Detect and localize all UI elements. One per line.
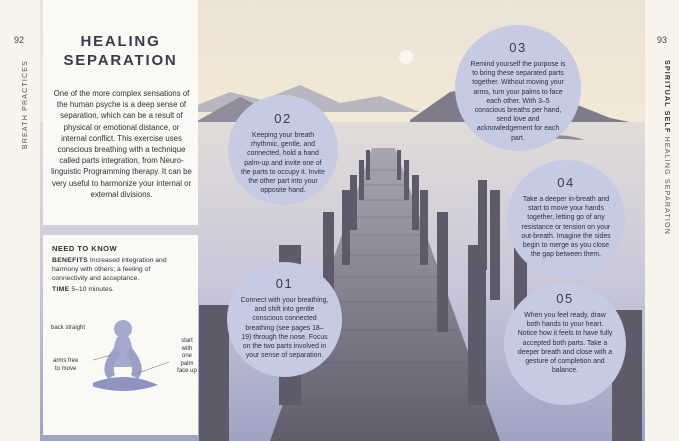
running-head-title: HEALING SEPARATION xyxy=(663,136,670,235)
page-title xyxy=(43,32,198,70)
left-margin xyxy=(0,0,40,441)
step-02-number: 02 xyxy=(274,111,292,126)
intro-text: One of the more complex sensations of the human psyche is a deep sense of separation, which can be a result of physical or emotional distance, or internal conflict. This exercise uses conscious breathing with a technique called parts integration, from Neuro-linguistic Programming therapy. It can be very useful to harmonize your internal or external divisions. xyxy=(51,89,192,199)
step-03-text: Remind yourself the purpose is to bring these separated parts together. Without moving your arms, turn your palms to face each other. With 3–5 conscious breaths per hand, send love and acknowledgement for each part. xyxy=(470,61,566,142)
running-head-section: SPIRITUAL SELF xyxy=(663,60,670,134)
step-03-number: 03 xyxy=(509,40,527,55)
right-margin xyxy=(645,0,679,441)
step-02-text: Keeping your breath rhythmic, gentle, and connected, hold a hand palm-up and invite one of the parts to occupy it. Invite the other part into your opposite hand. xyxy=(241,132,325,195)
running-head-right xyxy=(663,60,670,235)
time-text: 5–10 minutes. xyxy=(71,286,115,293)
annotation-arms-free: arms free to move xyxy=(53,358,79,372)
benefits xyxy=(52,256,187,283)
annotation-palm-up: start with one palm face up xyxy=(177,338,197,374)
step-05-text: When you feel ready, draw both hands to your heart. Notice how it feels to have fully accepted both parts. Take a deeper breath and close with a gesture of completion and balance. xyxy=(517,312,613,375)
step-04-text: Take a deeper in-breath and start to move your hands together, letting go of any resistance or tension on your out-breath. Imagine the sides begin to merge as you close the gap between them. xyxy=(521,196,611,259)
benefits-text: Increased integration and harmony with others; a feeling of connectivity and acceptance. xyxy=(52,257,167,282)
need-to-know-heading: NEED TO KNOW xyxy=(52,244,118,253)
step-04-circle xyxy=(507,160,625,278)
intro-panel xyxy=(43,0,198,225)
annotation-back-straight: back straight xyxy=(51,325,86,331)
step-05-number: 05 xyxy=(556,291,574,306)
step-04-number: 04 xyxy=(557,175,575,190)
need-to-know-box xyxy=(43,235,198,435)
time xyxy=(52,286,114,293)
running-head-left: BREATH PRACTICES xyxy=(22,60,29,150)
page-number-left: 92 xyxy=(14,35,25,45)
page-number-right: 93 xyxy=(656,35,667,45)
time-label: TIME xyxy=(52,286,70,293)
step-02-circle xyxy=(228,95,338,205)
sun xyxy=(399,50,413,64)
benefits-label: BENEFITS xyxy=(52,257,89,264)
step-01-circle xyxy=(227,262,342,377)
step-05-circle xyxy=(504,283,626,405)
title-line-1: HEALING xyxy=(80,33,161,50)
step-01-text: Connect with your breathing, and shift into gentle conscious connected breathing (see pages 18–19) through the nose. Focus on the two parts involved in your sense of separation. xyxy=(240,297,329,360)
title-line-2: SEPARATION xyxy=(63,52,178,69)
step-03-circle xyxy=(455,25,581,151)
step-01-number: 01 xyxy=(275,276,294,291)
